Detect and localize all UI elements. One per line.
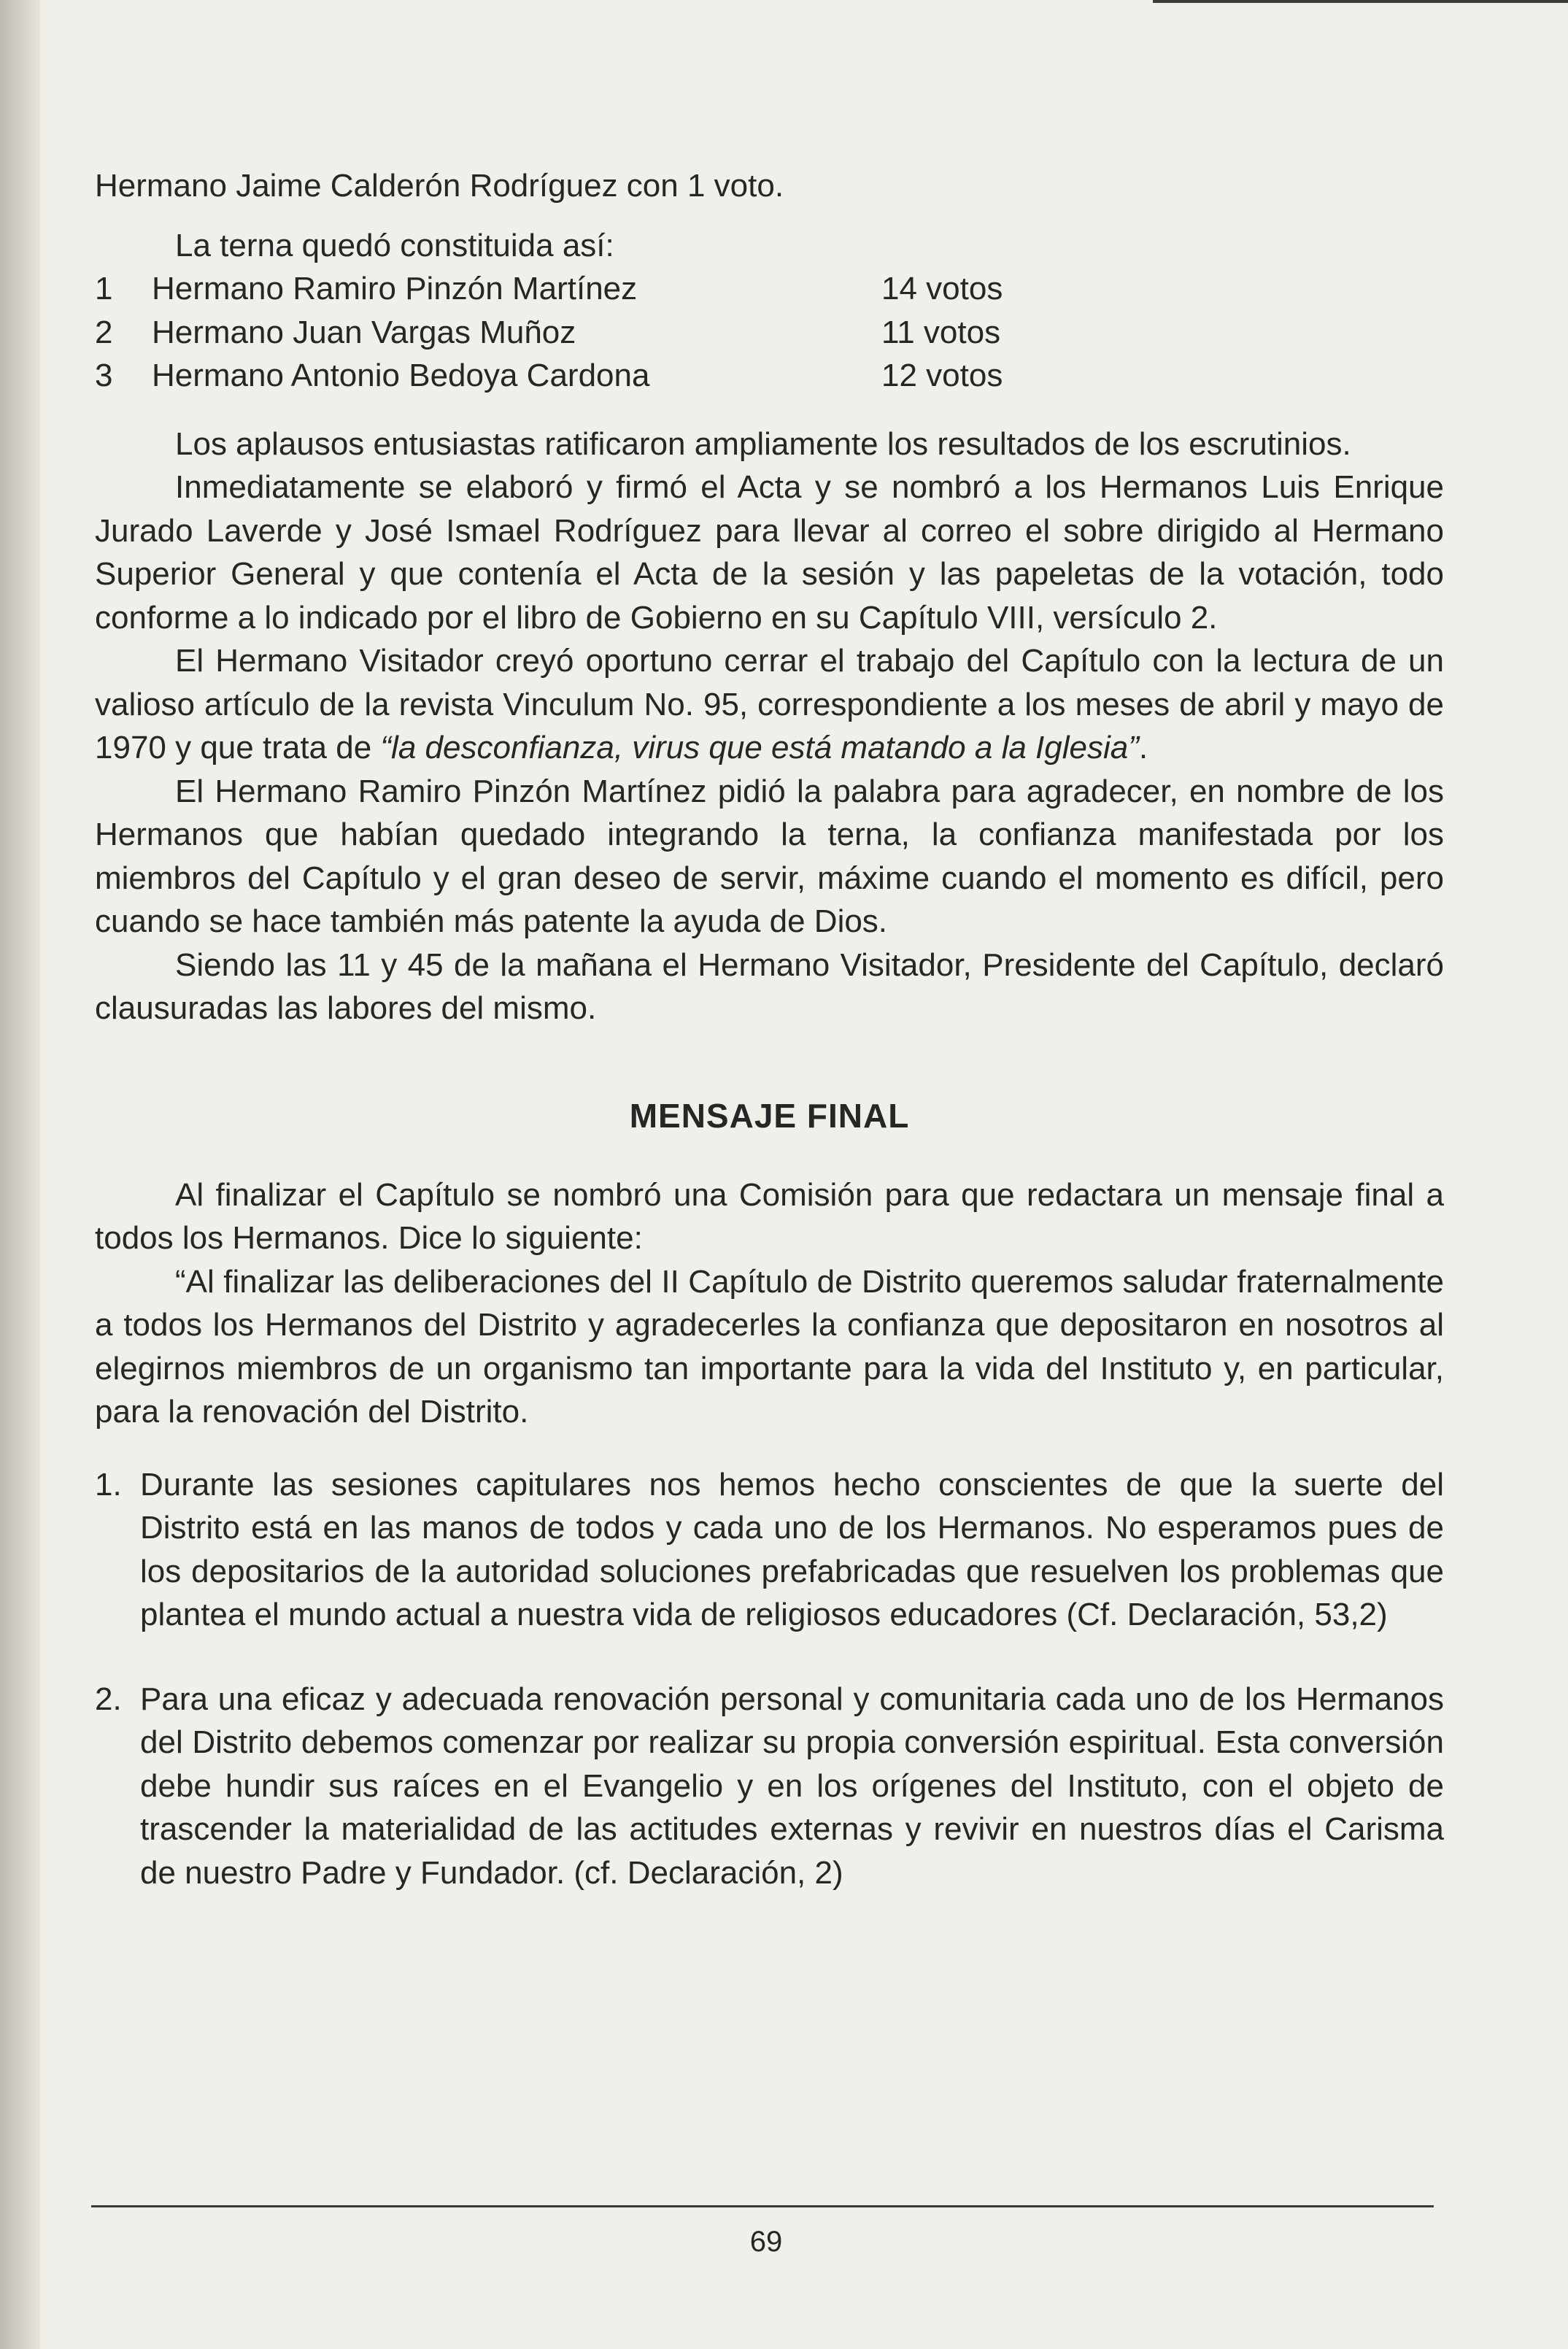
terna-votes: 11 votos: [881, 314, 1001, 350]
terna-votes: 12 votos: [881, 358, 1003, 393]
paragraph-aplausos: Los aplausos entusiastas ratificaron ampliamente los resultados de los escrutinios.: [175, 425, 1351, 462]
list-item: [95, 1678, 1444, 1895]
book-gutter-shadow: [0, 0, 40, 2349]
mensaje-intro: Al finalizar el Capítulo se nombró una Comisión para que redactara un mensaje final a todos los Hermanos. Dice lo siguiente:: [95, 1176, 1444, 1256]
list-item-text: Durante las sesiones capitulares nos hemos hecho conscientes de que la suerte del Distrito está en las manos de todos y cada uno de los Hermanos. No esperamos pues de los depositarios de la autoridad soluciones prefabricadas que resuelven los problemas que plantea el mundo actual a nuestra vida de religiosos educadores (Cf. Declaración, 53,2): [140, 1466, 1444, 1632]
terna-name: Hermano Ramiro Pinzón Martínez: [152, 271, 638, 306]
terna-number: 1: [95, 271, 113, 306]
list-item: [95, 1463, 1444, 1637]
paragraph-clausura: Siendo las 11 y 45 de la mañana el Hermano Visitador, Presidente del Capítulo, declaró clausuradas las labores del mismo.: [95, 946, 1444, 1026]
terna-number: 2: [95, 314, 113, 350]
visitador-quote: “la desconfianza, virus que está matando a la Iglesia”: [380, 730, 1139, 765]
mensaje-list: [95, 1463, 1444, 1895]
terna-list: [95, 267, 1444, 398]
list-item-number: 1.: [95, 1466, 122, 1503]
opening-line: Hermano Jaime Calderón Rodríguez con 1 voto.: [95, 168, 784, 204]
terna-number: 3: [95, 358, 113, 393]
terna-row: [95, 311, 1444, 355]
terna-votes: 14 votos: [881, 271, 1003, 306]
visitador-text: El Hermano Visitador creyó oportuno cerrar el trabajo del Capítulo con la lectura de un valioso artículo de la revista Vinculum No. 95, correspondiente a los meses de abril y mayo de 1970 y que trata de: [95, 643, 1444, 765]
visitador-end: .: [1138, 730, 1148, 765]
page-number: 69: [749, 2226, 783, 2258]
paragraph-visitador: [95, 639, 1444, 770]
section-heading: MENSAJE FINAL: [629, 1096, 910, 1135]
terna-name: Hermano Juan Vargas Muñoz: [152, 314, 576, 350]
paragraph-ramiro: El Hermano Ramiro Pinzón Martínez pidió la palabra para agradecer, en nombre de los Hermanos que habían quedado integrando la terna, la confianza manifestada por los miembros del Capítulo y el gran deseo de servir, máxime cuando el momento es difícil, pero cuando se hace también más patente la ayuda de Dios.: [95, 773, 1444, 939]
top-edge-line: [1153, 0, 1568, 3]
list-item-number: 2.: [95, 1681, 122, 1717]
terna-row: [95, 267, 1444, 311]
terna-name: Hermano Antonio Bedoya Cardona: [152, 358, 650, 393]
terna-intro: La terna quedó constituida así:: [175, 227, 614, 263]
terna-row: [95, 354, 1444, 398]
footer-rule: [91, 2205, 1434, 2207]
mensaje-saludo: “Al finalizar las deliberaciones del II Capítulo de Distrito queremos saludar fraternalmente a todos los Hermanos del Distrito y agradecerles la confianza que depositaron en nosotros al elegirnos miembros de un organismo tan importante para la vida del Instituto y, en particular, para la renovación del Distrito.: [95, 1263, 1444, 1430]
paragraph-acta: Inmediatamente se elaboró y firmó el Acta y se nombró a los Hermanos Luis Enrique Jurado Laverde y José Ismael Rodríguez para llevar al correo el sobre dirigido al Hermano Superior General y que contenía el Acta de la sesión y las papeletas de la votación, todo conforme a lo indicado por el libro de Gobierno en su Capítulo VIII, versículo 2.: [95, 469, 1444, 636]
list-item-text: Para una eficaz y adecuada renovación personal y comunitaria cada uno de los Hermanos del Distrito debemos comenzar por realizar su propia conversión espiritual. Esta conversión debe hundir sus raíces en el Evangelio y en los orígenes del Instituto, con el objeto de trascender la materialidad de las actitudes externas y revivir en nuestros días el Carisma de nuestro Padre y Fundador. (cf. Declaración, 2): [140, 1681, 1444, 1891]
